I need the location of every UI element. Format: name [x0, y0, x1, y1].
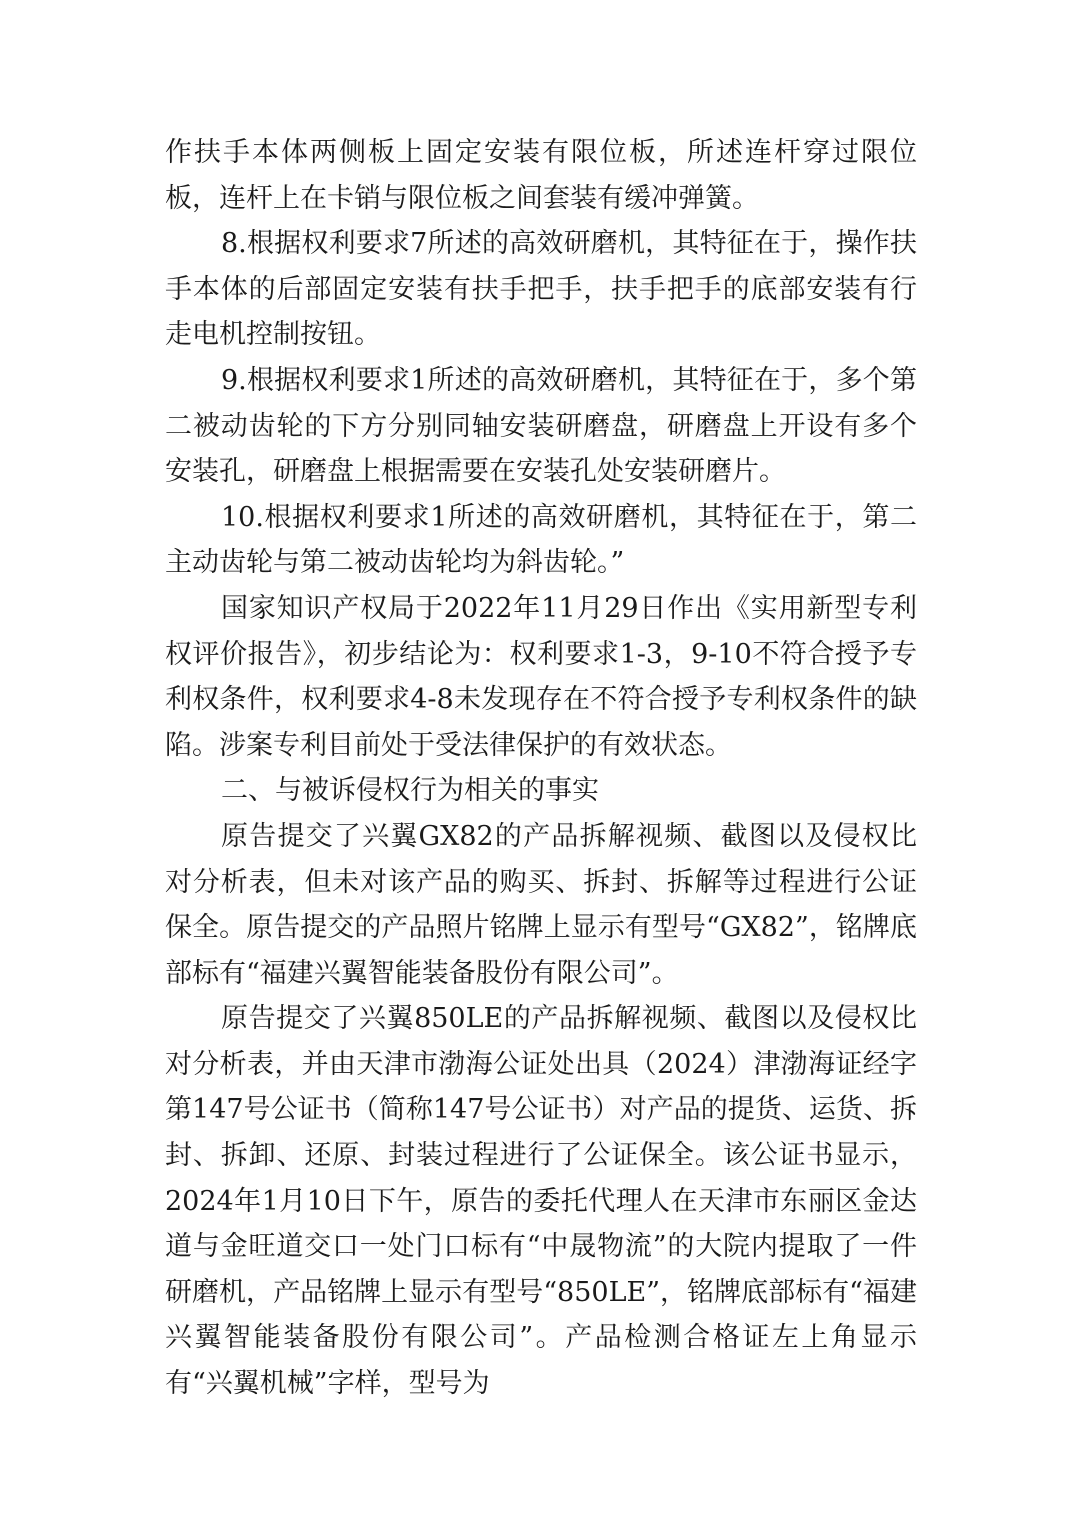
paragraph-claim-9: 9.根据权利要求1所述的高效研磨机，其特征在于，多个第二被动齿轮的下方分别同轴安装研磨盘，研磨盘上开设有多个安装孔，研磨盘上根据需要在安装孔处安装研磨片。 [165, 364, 917, 488]
paragraph-claim-8: 8.根据权利要求7所述的高效研磨机，其特征在于，操作扶手本体的后部固定安装有扶手把手，扶手把手的底部安装有行走电机控制按钮。 [165, 228, 917, 351]
paragraph-claim-10: 10.根据权利要求1所述的高效研磨机，其特征在于，第二主动齿轮与第二被动齿轮均为斜齿轮。” [165, 501, 917, 579]
document-body [165, 130, 917, 1407]
paragraph-gx82-evidence: 原告提交了兴翼GX82的产品拆解视频、截图以及侵权比对分析表，但未对该产品的购买、拆封、拆解等过程进行公证保全。原告提交的产品照片铭牌上显示有型号“GX82”，铭牌底部标有“福建兴翼智能装备股份有限公司”。 [165, 820, 917, 989]
section-heading-facts: 二、与被诉侵权行为相关的事实 [221, 775, 599, 807]
paragraph-continuation: 作扶手本体两侧板上固定安装有限位板，所述连杆穿过限位板，连杆上在卡销与限位板之间套装有缓冲弹簧。 [165, 137, 917, 214]
paragraph-850le-evidence: 原告提交了兴翼850LE的产品拆解视频、截图以及侵权比对分析表，并由天津市渤海公证处出具（2024）津渤海证经字第147号公证书（简称147号公证书）对产品的提货、运货、拆封、拆卸、还原、封装过程进行了公证保全。该公证书显示，2024年1月10日下午，原告的委托代理人在天津市东丽区金达道与金旺道交口一处门口标有“中晟物流”的大院内提取了一件研磨机，产品铭牌上显示有型号“850LE”，铭牌底部标有“福建兴翼智能装备股份有限公司”。产品检测合格证左上角显示有“兴翼机械”字样，型号为 [165, 1003, 917, 1400]
paragraph-evaluation-report: 国家知识产权局于2022年11月29日作出《实用新型专利权评价报告》，初步结论为：权利要求1-3，9-10不符合授予专利权条件，权利要求4-8未发现存在不符合授予专利权条件的缺陷。涉案专利目前处于受法律保护的有效状态。 [165, 592, 917, 761]
